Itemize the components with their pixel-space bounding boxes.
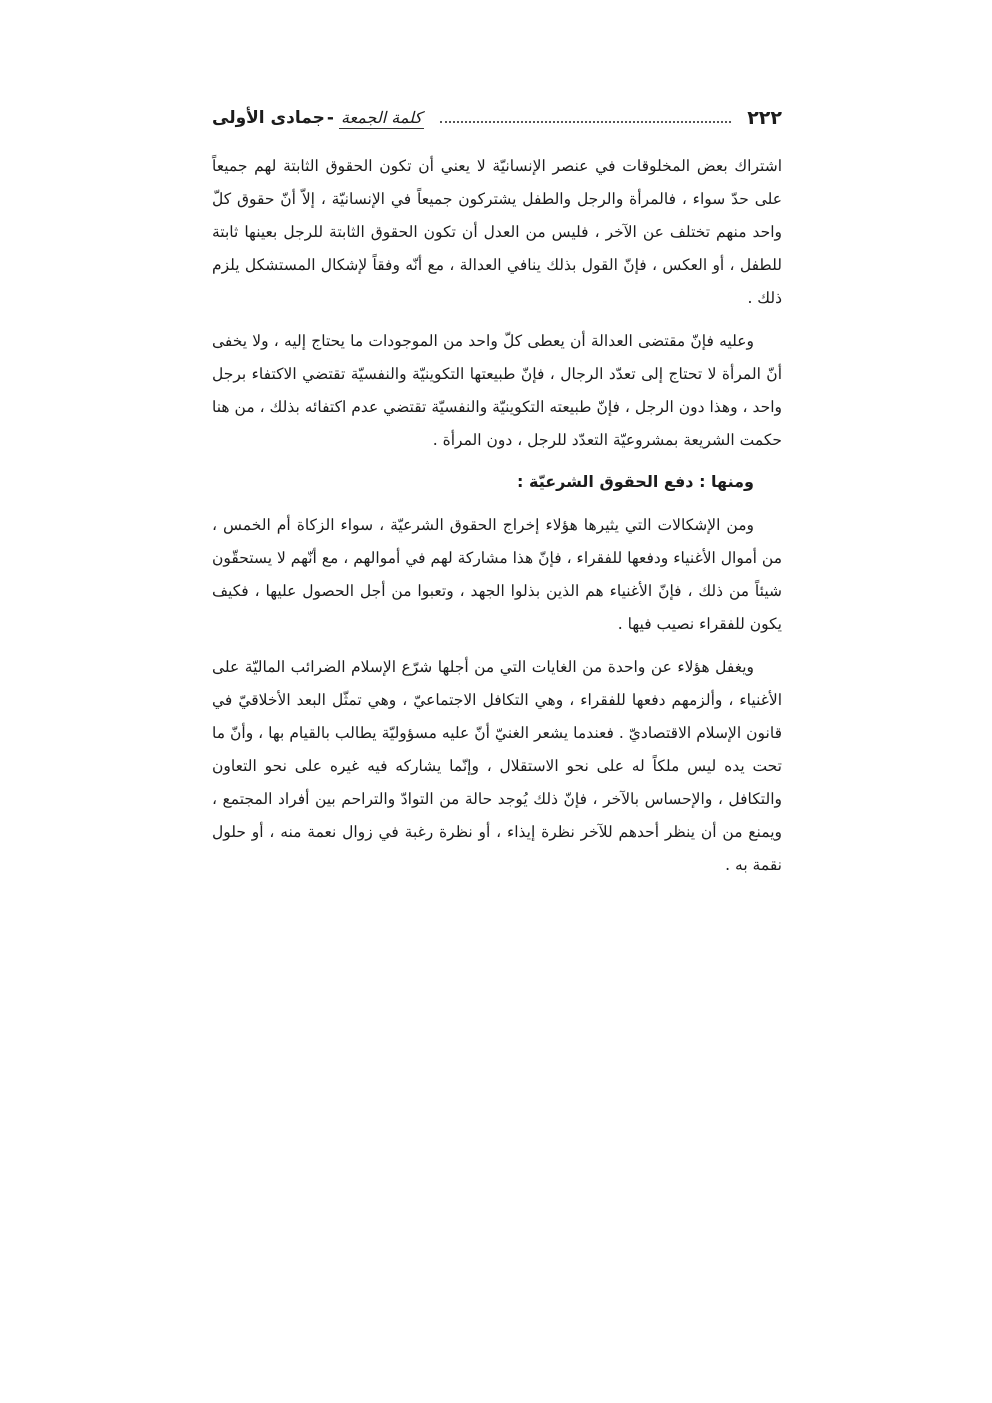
page-header [212, 103, 782, 133]
paragraph-3: ومن الإشكالات التي يثيرها هؤلاء إخراج الحقوق الشرعيّة ، سواء الزكاة أم الخمس ، من أموال الأغنياء ودفعها للفقراء ، فإنّ هذا مشاركة لهم في أموالهم ، مع أنّهم لا يستحقّون شيئاً من ذلك ، فإنّ الأغنياء هم الذين بذلوا الجهد ، وتعبوا من أجل الحصول عليها ، فكيف يكون للفقراء نصيب فيها . [212, 516, 782, 633]
body-text [212, 150, 782, 892]
header-dotted-leader [440, 121, 731, 123]
title-separator: - [326, 108, 334, 128]
paragraph-2: وعليه فإنّ مقتضى العدالة أن يعطى كلّ واحد من الموجودات ما يحتاج إليه ، ولا يخفى أنّ المرأة لا تحتاج إلى تعدّد الرجال ، فإنّ طبيعتها التكوينيّة والنفسيّة تقتضي الاكتفاء برجل واحد ، وهذا دون الرجل ، فإنّ طبيعته التكوينيّة والنفسيّة تقتضي عدم اكتفائه بذلك ، من هنا حكمت الشريعة بمشروعيّة التعدّد للرجل ، دون المرأة . [212, 332, 782, 449]
page-number: ٢٢٢ [747, 107, 782, 129]
paragraph-1: اشتراك بعض المخلوقات في عنصر الإنسانيّة لا يعني أن تكون الحقوق الثابتة لهم جميعاً على حدّ سواء ، فالمرأة والرجل والطفل يشتركون جميعاً في الإنسانيّة ، إلاّ أنّ حقوق كلّ واحد منهم تختلف عن الآخر ، فليس من العدل أن تكون الحقوق الثابتة للرجل بعينها ثابتة للطفل ، أو العكس ، فإنّ القول بذلك ينافي العدالة ، مع أنّه وفقاً لإشكال المستشكل يلزم ذلك . [212, 157, 782, 307]
publication-logo: كلمة الجمعة [340, 107, 422, 127]
section-heading: ومنها : دفع الحقوق الشرعيّة : [517, 472, 754, 491]
running-title [212, 108, 424, 129]
section-name: جمادى الأولى [212, 108, 325, 128]
paragraph-4: ويغفل هؤلاء عن واحدة من الغايات التي من أجلها شرّع الإسلام الضرائب الماليّة على الأغنياء ، وألزمهم دفعها للفقراء ، وهي التكافل الاجتماعيّ ، وهي تمثّل البعد الأخلاقيّ في قانون الإسلام الاقتصاديّ . فعندما يشعر الغنيّ أنّ عليه مسؤوليّة يطالب بالقيام بها ، وأنّ ما تحت يده ليس ملكاً له على نحو الاستقلال ، وإنّما يشاركه فيه غيره على نحو التعاون والتكافل ، والإحساس بالآخر ، فإنّ ذلك يُوجد حالة من التوادّ والتراحم بين أفراد المجتمع ، ويمنع من أن ينظر أحدهم للآخر نظرة إيذاء ، أو نظرة رغبة في زوال نعمة منه ، أو حلول نقمة به . [212, 658, 782, 874]
